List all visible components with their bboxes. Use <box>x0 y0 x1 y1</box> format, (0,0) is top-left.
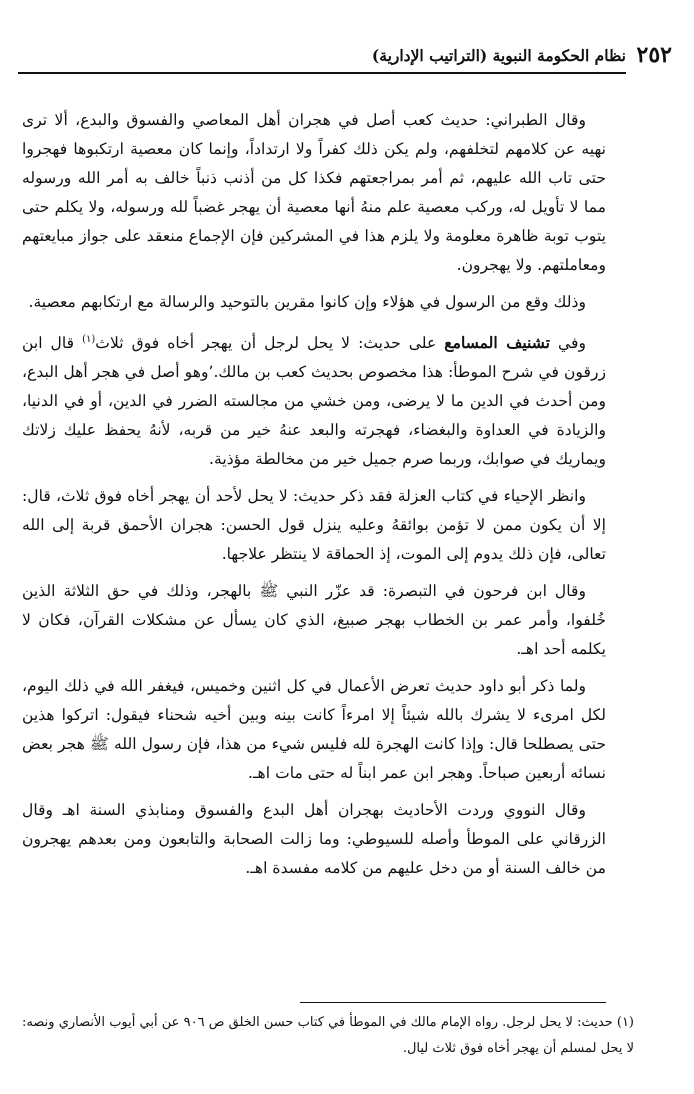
footnotes <box>22 1010 634 1062</box>
page-number: ٢٥٢ <box>636 42 672 68</box>
book-title: تشنيف المسامع <box>444 333 550 353</box>
paragraph: ولما ذكر أبو داود حديث تعرض الأعمال في كل اثنين وخميس، فيغفر الله في ذلك اليوم، لكل امرىء لا يشرك بالله شيئاً إلا امرءاً كانت بينه وبين أخيه شحناء فيقول: اتركوا هذين حتى يصطلحا قال: وإذا كانت الهجرة لله فليس شيء من هذا، فإن رسول الله ﷺ هجر بعض نسائه أربعين صباحاً. وهجر ابن عمر ابناً له حتى مات اهـ. <box>22 677 606 783</box>
tashnif-continuation: قال ابن زرقون في شرح الموطأ: هذا مخصوص بحديث كعب بن مالك.٬وهو أصل في هجر أهل البدع، ومن أحدث في الدين ما لا يرضى، ومن خشي من مجالسته الضرر في الدين، أو في الدنيا، والزيادة في العداوة والبغضاء، فهجرته والبعد عنهُ خير من قربه، لأنهُ يحفظ عليك زلاتك ويماريك في صوابك، وربما صرم جميل خير من مخالطة مؤذية. <box>22 334 607 469</box>
paragraph: وقال الطبراني: حديث كعب أصل في هجران أهل المعاصي والفسوق والبدع، ألا ترى نهيه عن كلامهم لتخلفهم، ولم يكن ذلك كفراً ولا ارتداداً، وإنما كان معصية ارتكبوها فهجروا حتى تاب الله عليهم، ثم أمر بمراجعتهم فكذا كل من أذنب ذنباً خالف به أمر الله ورسوله مما لا تأويل له، وركب معصية علم منهُ أنها معصية أن يهجر غضباً لله ورسوله، ولا يكلم حتى يتوب توبة ظاهرة معلومة ولا يلزم هذا في المشركين فإن الإجماع منعقد على جواز مبايعتهم ومعاملتهم. ولا يهجرون. <box>22 111 606 274</box>
main-text <box>22 106 606 891</box>
running-title: نظام الحكومة النبوية (التراتيب الإدارية) <box>371 46 626 65</box>
paragraph: وقال النووي وردت الأحاديث بهجران أهل البدع والفسوق ومنابذي السنة اهـ وقال الزرقاني على الموطأ وأصله للسيوطي: وما زالت الصحابة والتابعون ومن بعدهم يهجرون من خالف السنة أو من دخل عليهم من كلامه مفسدة اهـ. <box>22 801 606 878</box>
tashnif-text: على حديث: لا يحل لرجل أن يهجر أخاه فوق ثلاث <box>95 334 437 353</box>
paragraph: وانظر الإحياء في كتاب العزلة فقد ذكر حديث: لا يحل لأحد أن يهجر أخاه فوق ثلاث، قال: إلا أن يكون ممن لا تؤمن بوائقهُ وعليه ينزل قول الحسن: هجران الأحمق قربة إلى الله تعالى، فإن ذلك يدوم إلى الموت، إذ الحماقة لا ينتظر علاجها. <box>22 487 606 564</box>
paragraph: وقال ابن فرحون في التبصرة: قد عزّر النبي ﷺ بالهجر، وذلك في حق الثلاثة الذين خُلفوا، وأمر عمر بن الخطاب بهجر صبيغ، الذي كان يسأل عن مشكلات القرآن، فكان لا يكلمه أحد اهـ. <box>22 582 606 659</box>
paragraph: وذلك وقع من الرسول في هؤلاء وإن كانوا مقرين بالتوحيد والرسالة مع ارتكابهم معصية. <box>28 293 586 311</box>
footnote: (١) حديث: لا يحل لرجل. رواه الإمام مالك في الموطأ في كتاب حسن الخلق ص ٩٠٦ عن أبي أيوب الأنصاري ونصه: لا يحل لمسلم أن يهجر أخاه فوق ثلاث ليال. <box>22 1015 634 1056</box>
footnote-reference[interactable]: (١) <box>82 334 96 345</box>
page-header <box>18 38 672 74</box>
tashnif-prefix: وفي <box>558 334 586 353</box>
paragraph-tashnif <box>22 325 606 474</box>
footnote-divider <box>300 1002 606 1003</box>
